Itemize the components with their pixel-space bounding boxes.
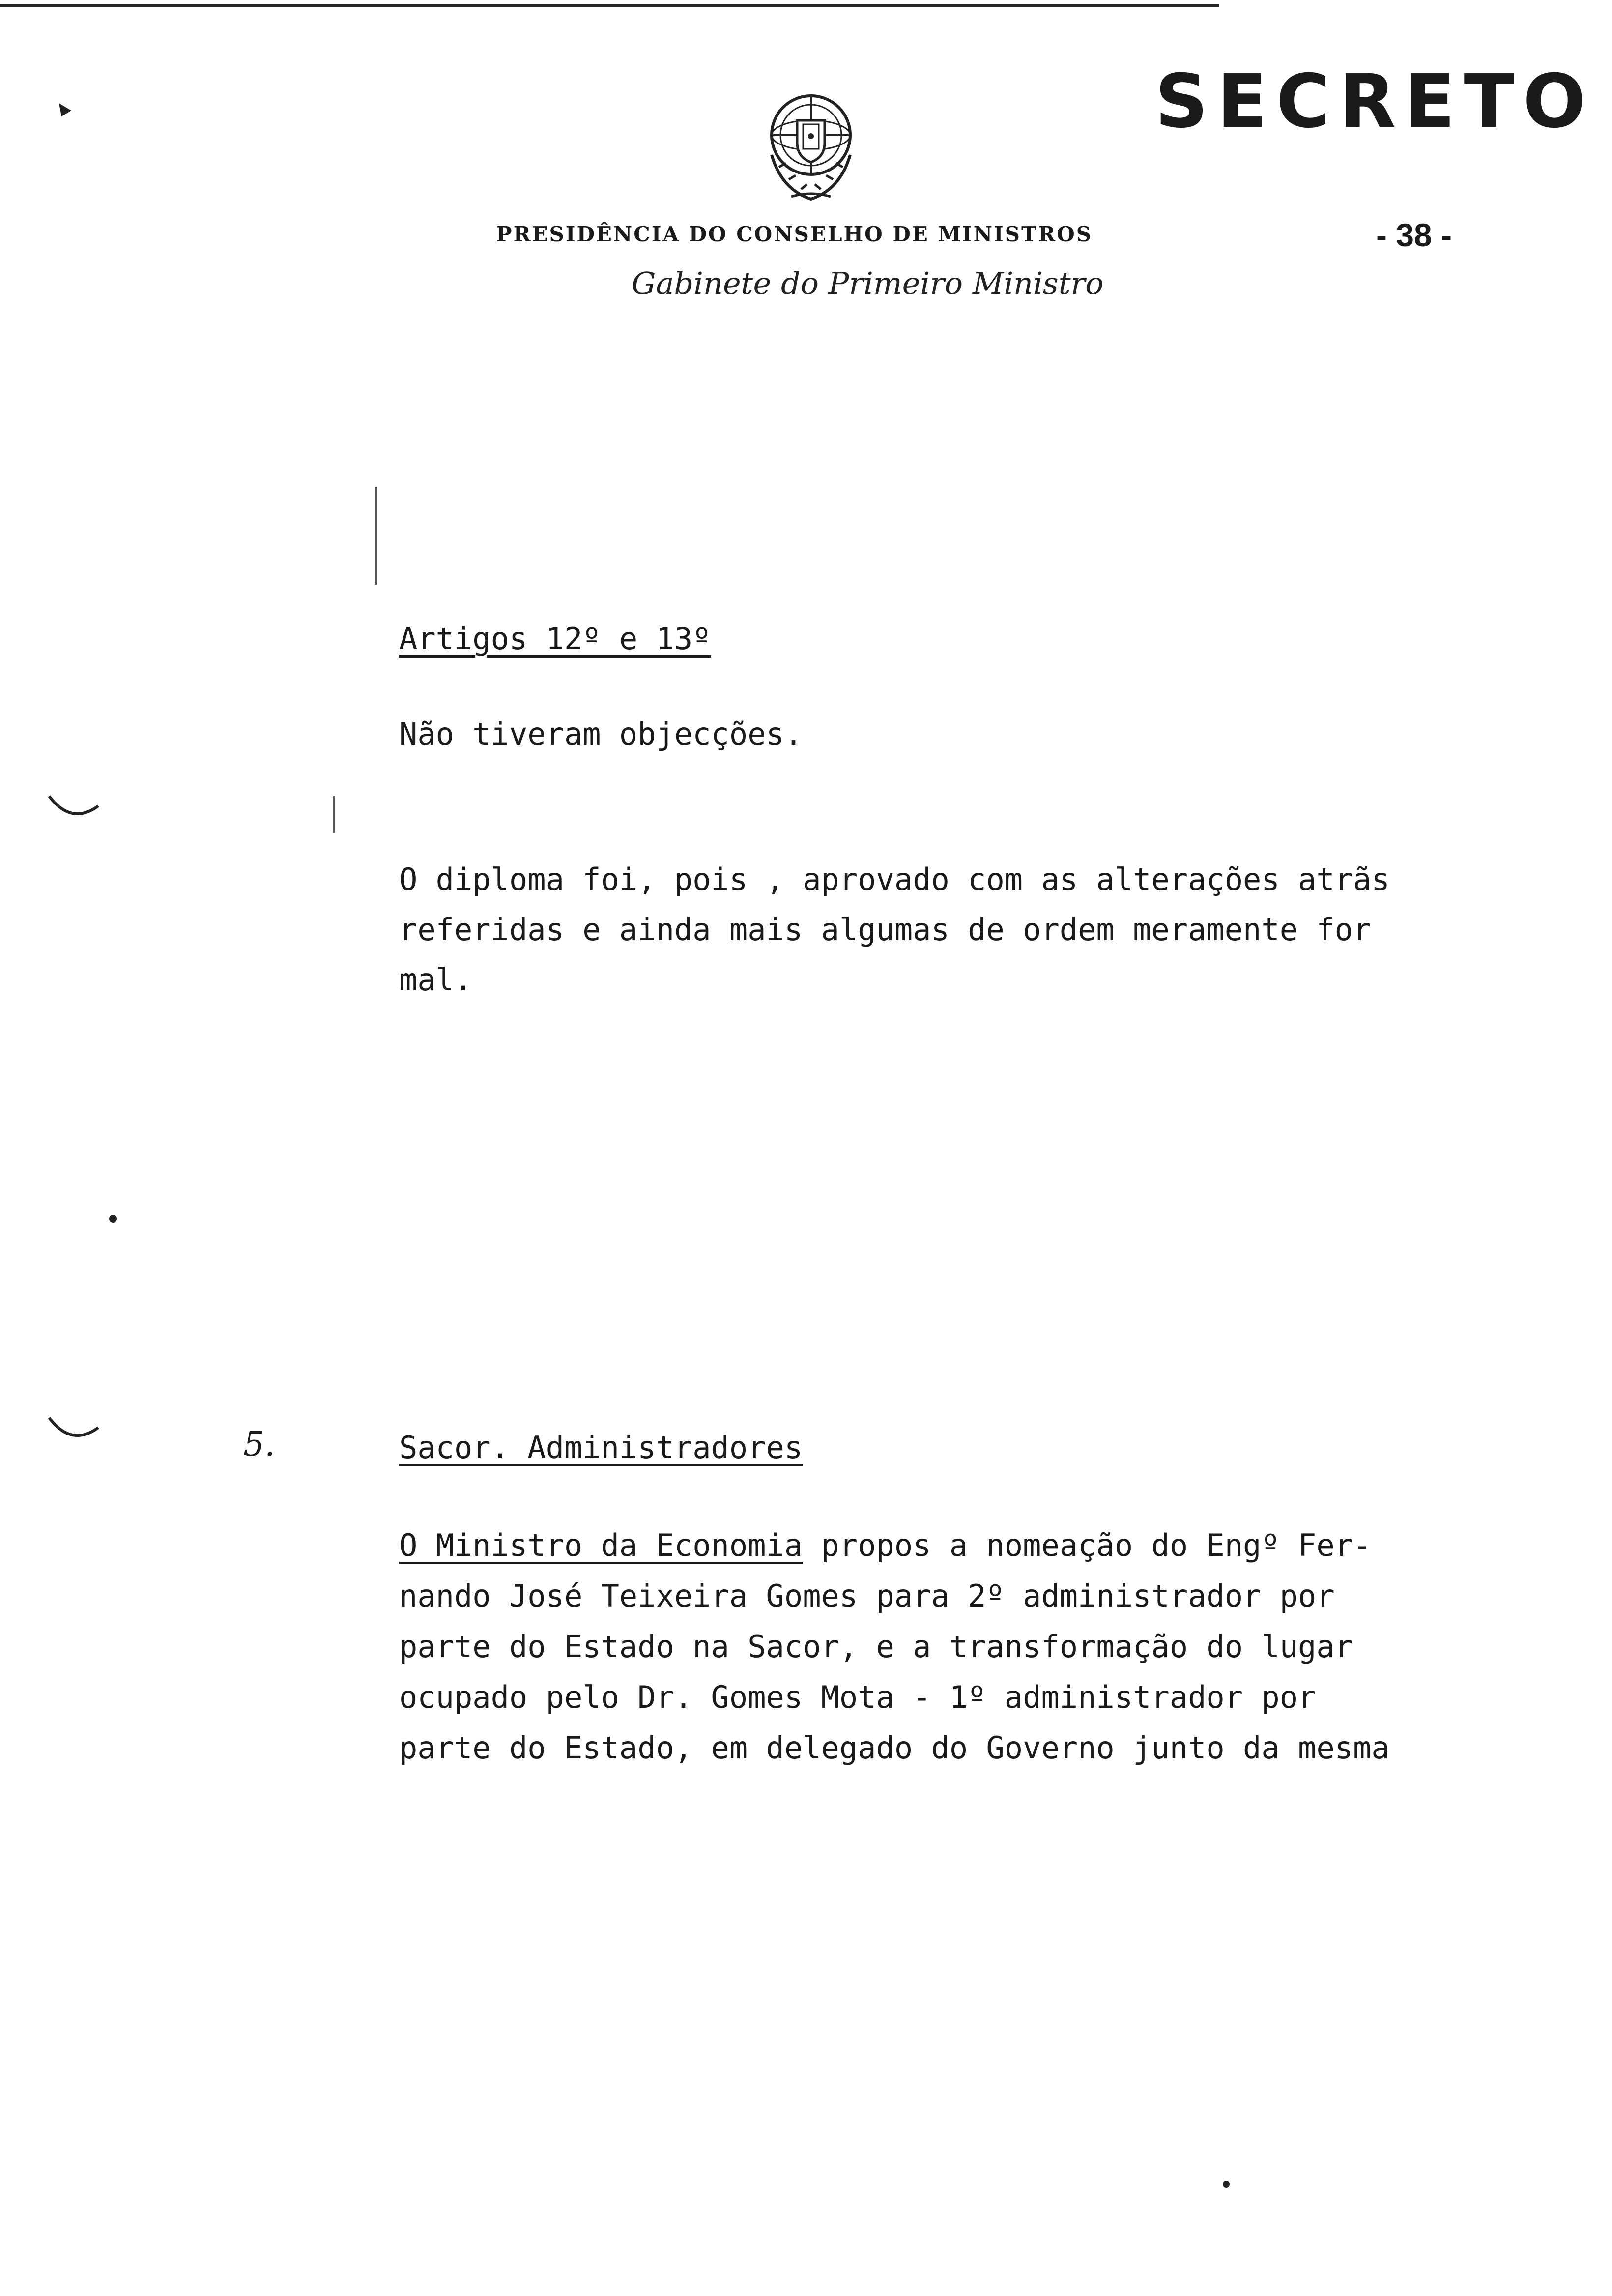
minister-name: O Ministro da Economia — [399, 1527, 803, 1563]
scan-speck-icon — [103, 1209, 123, 1229]
secret-stamp: SECRETO — [1155, 59, 1595, 144]
sacor-heading: Sacor. Administradores — [399, 1430, 803, 1465]
sacor-line-4: ocupado pelo Dr. Gomes Mota - 1º administrador por — [399, 1679, 1317, 1715]
sacor-line-2: nando José Teixeira Gomes para 2º administrador por — [399, 1578, 1335, 1614]
item-number: 5. — [243, 1425, 275, 1464]
page-number: - 38 - — [1376, 217, 1452, 253]
approval-line-2: referidas e ainda mais algumas de ordem meramente for — [399, 912, 1372, 947]
cabinet-name: Gabinete do Primeiro Ministro — [632, 265, 1104, 301]
articles-heading: Artigos 12º e 13º — [399, 621, 711, 657]
sacor-line-3: parte do Estado na Sacor, e a transformação do lugar — [399, 1629, 1353, 1665]
articles-text: Não tiveram objecções. — [399, 716, 803, 752]
punch-hole-mark-icon — [47, 794, 101, 823]
institution-name: PRESIDÊNCIA DO CONSELHO DE MINISTROS — [496, 222, 1093, 246]
punch-hole-mark-icon — [47, 1415, 101, 1445]
top-rule — [0, 4, 1219, 7]
approval-line-1: O diploma foi, pois , aprovado com as alterações atrãs — [399, 861, 1390, 897]
margin-line — [375, 487, 377, 585]
scan-speck-icon — [54, 98, 79, 123]
sacor-line-1-rest: propos a nomeação do Engº Fer- — [803, 1527, 1372, 1563]
coat-of-arms-icon — [752, 81, 870, 209]
margin-line — [333, 796, 335, 833]
scan-speck-icon — [1219, 2177, 1234, 2192]
sacor-line-5: parte do Estado, em delegado do Governo junto da mesma — [399, 1730, 1390, 1766]
sacor-line-1 — [399, 1520, 1371, 1571]
approval-line-3: mal. — [399, 962, 473, 998]
